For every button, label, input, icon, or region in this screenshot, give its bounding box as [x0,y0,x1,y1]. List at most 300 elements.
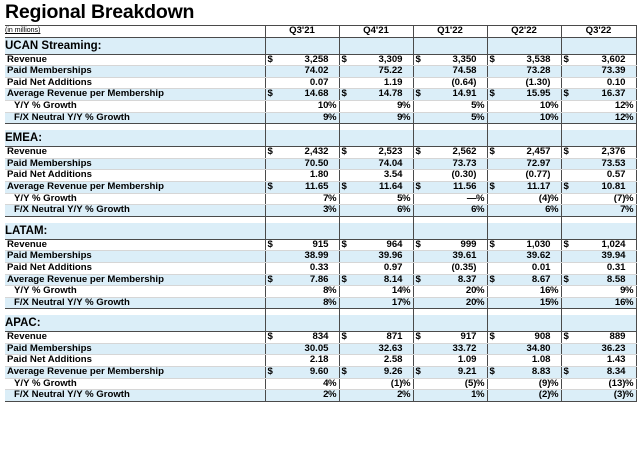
cell-suffix: % [327,378,337,389]
dollar-sign: $ [267,366,273,378]
value-cell [265,77,339,89]
regional-breakdown-table [5,25,637,402]
table-row [5,297,636,309]
dollar-sign: $ [267,331,273,343]
section-header-cell [339,315,413,332]
cell-value: 0.31 [606,262,626,273]
value-cell [413,251,487,263]
table-row [5,54,636,66]
value-cell [487,332,561,344]
table-row [5,343,636,355]
cell-value: 15 [539,297,551,308]
cell-value: 0.57 [606,169,626,181]
cell-suffix: % [549,297,559,308]
cell-value: 38.99 [304,250,329,262]
value-cell [561,54,636,66]
dollar-sign: $ [415,146,421,158]
cell-value: 9.60 [309,366,329,378]
value-cell [339,343,413,355]
dollar-sign: $ [563,54,569,65]
value-cell [561,251,636,263]
section-header-row [5,315,636,332]
value-cell [265,205,339,217]
value-cell [265,193,339,205]
cell-value: 6 [397,204,403,216]
row-label: Paid Memberships [5,251,265,263]
page-title: Regional Breakdown [5,1,195,23]
row-label: Revenue [5,332,265,344]
section-header-cell [487,315,561,332]
section-header-cell [487,223,561,240]
cell-value: 889 [609,331,626,343]
value-cell [339,54,413,66]
cell-value: (1) [390,378,403,389]
cell-suffix: % [549,112,559,123]
value-cell [561,158,636,170]
value-cell [561,100,636,112]
cell-suffix: % [327,204,337,216]
value-cell [413,193,487,205]
cell-value: 20 [465,285,477,297]
cell-value: 8.83 [531,366,551,378]
value-cell [413,181,487,193]
cell-value: 70.50 [304,158,329,169]
value-cell [487,112,561,124]
cell-value: 0.97 [383,262,403,273]
value-cell [413,367,487,379]
dollar-sign: $ [341,366,347,378]
value-cell [561,355,636,367]
cell-suffix: % [624,389,634,401]
cell-value: 16 [539,285,551,297]
dollar-sign: $ [415,366,421,378]
value-cell [265,297,339,309]
value-cell [339,112,413,124]
cell-value: 9.21 [457,366,477,378]
cell-suffix: % [327,389,337,401]
value-cell [487,378,561,390]
value-cell [561,181,636,193]
value-cell [265,262,339,274]
value-cell [265,66,339,78]
value-cell [413,147,487,159]
value-cell [561,193,636,205]
value-cell [487,205,561,217]
cell-suffix: % [549,204,559,216]
cell-value: 17 [391,297,403,308]
cell-value: 4 [323,378,329,389]
cell-suffix: % [624,378,634,389]
value-cell [413,239,487,251]
cell-value: 8.34 [606,366,626,378]
value-cell [265,158,339,170]
cell-value: 3 [323,204,329,216]
cell-value: 5 [471,100,477,111]
value-cell [561,367,636,379]
cell-value: 3,602 [601,54,626,65]
value-cell [339,158,413,170]
value-cell [487,181,561,193]
value-cell [265,367,339,379]
table-row [5,193,636,205]
cell-value: 908 [534,331,551,343]
cell-value: (0.64) [451,77,477,88]
cell-suffix: % [549,193,559,204]
value-cell [265,343,339,355]
row-label: Revenue [5,54,265,66]
table-row [5,332,636,344]
value-cell [561,390,636,402]
value-cell [413,390,487,402]
table-row [5,100,636,112]
section-header-row [5,130,636,147]
cell-value: 15.95 [526,88,551,100]
value-cell [413,378,487,390]
period-header: Q3'22 [561,26,636,38]
cell-value: — [466,193,477,204]
cell-value: 915 [312,239,329,250]
value-cell [561,297,636,309]
section-header-cell [413,315,487,332]
value-cell [413,100,487,112]
value-cell [561,170,636,182]
cell-value: 2.58 [383,354,403,366]
cell-value: 6 [471,204,477,216]
value-cell [487,193,561,205]
dollar-sign: $ [267,239,273,250]
row-label: Y/Y % Growth [5,193,265,205]
dollar-sign: $ [341,331,347,343]
dollar-sign: $ [267,146,273,158]
period-header: Q3'21 [265,26,339,38]
cell-value: 20 [465,297,477,308]
cell-suffix: % [549,378,559,389]
value-cell [487,54,561,66]
cell-value: 871 [386,331,403,343]
dollar-sign: $ [267,54,273,65]
value-cell [413,297,487,309]
value-cell [265,170,339,182]
value-cell [265,274,339,286]
cell-suffix: % [327,112,337,123]
value-cell [487,100,561,112]
cell-suffix: % [327,193,337,204]
section-header-cell [339,130,413,147]
table-row [5,112,636,124]
cell-value: 11.64 [379,181,403,192]
cell-value: 14.68 [304,88,329,100]
value-cell [413,274,487,286]
cell-suffix: % [401,378,411,389]
value-cell [339,367,413,379]
row-label: Revenue [5,239,265,251]
cell-value: 2,432 [304,146,329,158]
cell-value: 11.56 [453,181,477,192]
table-row [5,262,636,274]
section-title: LATAM: [5,223,265,240]
cell-value: 32.63 [378,343,403,354]
cell-value: 1.80 [309,169,329,181]
table-row [5,378,636,390]
cell-value: 1,024 [601,239,626,250]
cell-value: (9) [538,378,551,389]
row-label: Paid Memberships [5,158,265,170]
row-label: Paid Net Additions [5,355,265,367]
table-row [5,147,636,159]
value-cell [265,239,339,251]
cell-value: 917 [460,331,477,343]
value-cell [487,77,561,89]
value-cell [413,205,487,217]
table-row [5,286,636,298]
value-cell [413,89,487,101]
dollar-sign: $ [563,331,569,343]
value-cell [487,251,561,263]
value-cell [339,378,413,390]
cell-value: 2,523 [378,146,403,158]
value-cell [487,274,561,286]
cell-suffix: % [475,204,485,216]
cell-value: 0.01 [531,262,551,273]
cell-value: 1.09 [457,354,477,366]
value-cell [561,332,636,344]
cell-suffix: % [624,193,634,204]
cell-value: 3,538 [526,54,551,65]
dollar-sign: $ [341,146,347,158]
cell-value: (0.77) [525,169,551,181]
value-cell [561,89,636,101]
cell-suffix: % [624,204,634,216]
cell-value: (7) [613,193,626,204]
value-cell [265,54,339,66]
value-cell [561,112,636,124]
dollar-sign: $ [563,181,569,192]
dollar-sign: $ [563,274,569,285]
cell-value: 30.05 [304,343,329,354]
section-header-cell [265,130,339,147]
value-cell [561,205,636,217]
table-row [5,170,636,182]
units-label: (in millions) [5,26,265,38]
value-cell [339,205,413,217]
cell-value: 3,350 [452,54,477,65]
cell-value: 0.10 [606,77,626,88]
cell-suffix: % [475,378,485,389]
cell-value: 73.73 [452,158,477,169]
cell-value: 7.86 [309,274,329,285]
cell-value: 12 [614,112,626,123]
row-label: Y/Y % Growth [5,286,265,298]
cell-value: 3,258 [304,54,329,65]
value-cell [339,332,413,344]
value-cell [413,170,487,182]
section-header-cell [265,315,339,332]
value-cell [265,100,339,112]
header-row [5,26,636,38]
value-cell [487,89,561,101]
cell-value: 7 [620,204,626,216]
table-row [5,66,636,78]
row-label: Paid Memberships [5,66,265,78]
value-cell [561,77,636,89]
value-cell [339,77,413,89]
cell-value: 39.96 [378,250,403,262]
value-cell [265,355,339,367]
value-cell [487,158,561,170]
cell-suffix: % [475,193,485,204]
cell-value: 74.58 [452,65,477,77]
cell-value: 36.23 [601,343,626,354]
cell-value: 3.54 [383,169,403,181]
value-cell [561,378,636,390]
cell-value: 16 [614,297,626,308]
cell-value: 33.72 [452,343,477,354]
value-cell [487,170,561,182]
cell-value: (0.30) [451,169,477,181]
cell-value: 14.78 [378,88,403,100]
value-cell [487,262,561,274]
dollar-sign: $ [415,181,421,192]
period-header: Q4'21 [339,26,413,38]
cell-value: 2,376 [601,146,626,158]
cell-suffix: % [624,297,634,308]
cell-value: 75.22 [378,65,403,77]
cell-value: 11.65 [305,181,329,192]
dollar-sign: $ [341,239,347,250]
cell-value: 10.81 [601,181,626,192]
cell-value: 8 [323,297,329,308]
cell-suffix: % [401,112,411,123]
cell-value: 3,309 [378,54,403,65]
dollar-sign: $ [563,239,569,250]
cell-value: 9 [323,112,329,123]
value-cell [265,251,339,263]
value-cell [487,286,561,298]
dollar-sign: $ [267,181,273,192]
value-cell [339,239,413,251]
row-label: Paid Net Additions [5,262,265,274]
value-cell [339,390,413,402]
cell-suffix: % [475,297,485,308]
cell-value: 5 [397,193,403,204]
cell-value: (0.35) [451,262,477,273]
table-row [5,367,636,379]
value-cell [413,54,487,66]
value-cell [413,286,487,298]
cell-suffix: % [401,389,411,401]
value-cell [413,332,487,344]
row-label: Average Revenue per Membership [5,89,265,101]
cell-value: 1,030 [526,239,551,250]
cell-value: 39.62 [526,250,551,262]
cell-value: 73.28 [526,65,551,77]
value-cell [487,390,561,402]
value-cell [265,378,339,390]
section-header-cell [339,37,413,54]
cell-suffix: % [327,285,337,297]
value-cell [339,274,413,286]
value-cell [413,77,487,89]
cell-value: 1 [471,389,477,401]
section-header-row [5,37,636,54]
cell-value: 10 [539,100,551,111]
cell-value: 8.37 [457,274,477,285]
cell-value: 10 [317,100,329,111]
dollar-sign: $ [489,181,495,192]
table-row [5,205,636,217]
cell-value: 5 [471,112,477,123]
cell-value: 9.26 [383,366,403,378]
section-title: EMEA: [5,130,265,147]
value-cell [413,112,487,124]
cell-value: 73.53 [601,158,626,169]
dollar-sign: $ [415,54,421,65]
section-header-cell [561,37,636,54]
row-label: Revenue [5,147,265,159]
section-header-cell [413,37,487,54]
cell-value: 9 [620,285,626,297]
cell-suffix: % [475,285,485,297]
value-cell [413,355,487,367]
value-cell [339,66,413,78]
dollar-sign: $ [489,239,495,250]
cell-value: 9 [397,112,403,123]
cell-value: 16.37 [601,88,626,100]
cell-suffix: % [475,100,485,111]
value-cell [339,262,413,274]
cell-value: (2) [538,389,551,401]
value-cell [265,390,339,402]
cell-value: (3) [613,389,626,401]
cell-value: 74.02 [304,65,329,77]
dollar-sign: $ [415,88,421,100]
cell-value: 9 [397,100,403,111]
dollar-sign: $ [341,88,347,100]
value-cell [413,66,487,78]
row-label: F/X Neutral Y/Y % Growth [5,390,265,402]
cell-value: 12 [614,100,626,111]
row-label: Paid Net Additions [5,77,265,89]
value-cell [413,343,487,355]
cell-value: 2,457 [526,146,551,158]
value-cell [339,89,413,101]
value-cell [487,355,561,367]
dollar-sign: $ [489,331,495,343]
value-cell [487,343,561,355]
value-cell [561,286,636,298]
dollar-sign: $ [489,274,495,285]
cell-value: 2.18 [309,354,329,366]
row-label: Average Revenue per Membership [5,181,265,193]
cell-suffix: % [401,100,411,111]
cell-value: 964 [386,239,403,250]
value-cell [487,239,561,251]
cell-value: 999 [460,239,477,250]
section-header-cell [265,223,339,240]
cell-value: (13) [608,378,626,389]
cell-value: 2,562 [452,146,477,158]
value-cell [561,343,636,355]
cell-value: 6 [545,204,551,216]
table-row [5,239,636,251]
cell-value: 2 [397,389,403,401]
row-label: Paid Memberships [5,343,265,355]
dollar-sign: $ [267,88,273,100]
cell-suffix: % [475,389,485,401]
cell-value: 73.39 [601,65,626,77]
cell-suffix: % [401,285,411,297]
cell-value: 74.04 [378,158,403,169]
